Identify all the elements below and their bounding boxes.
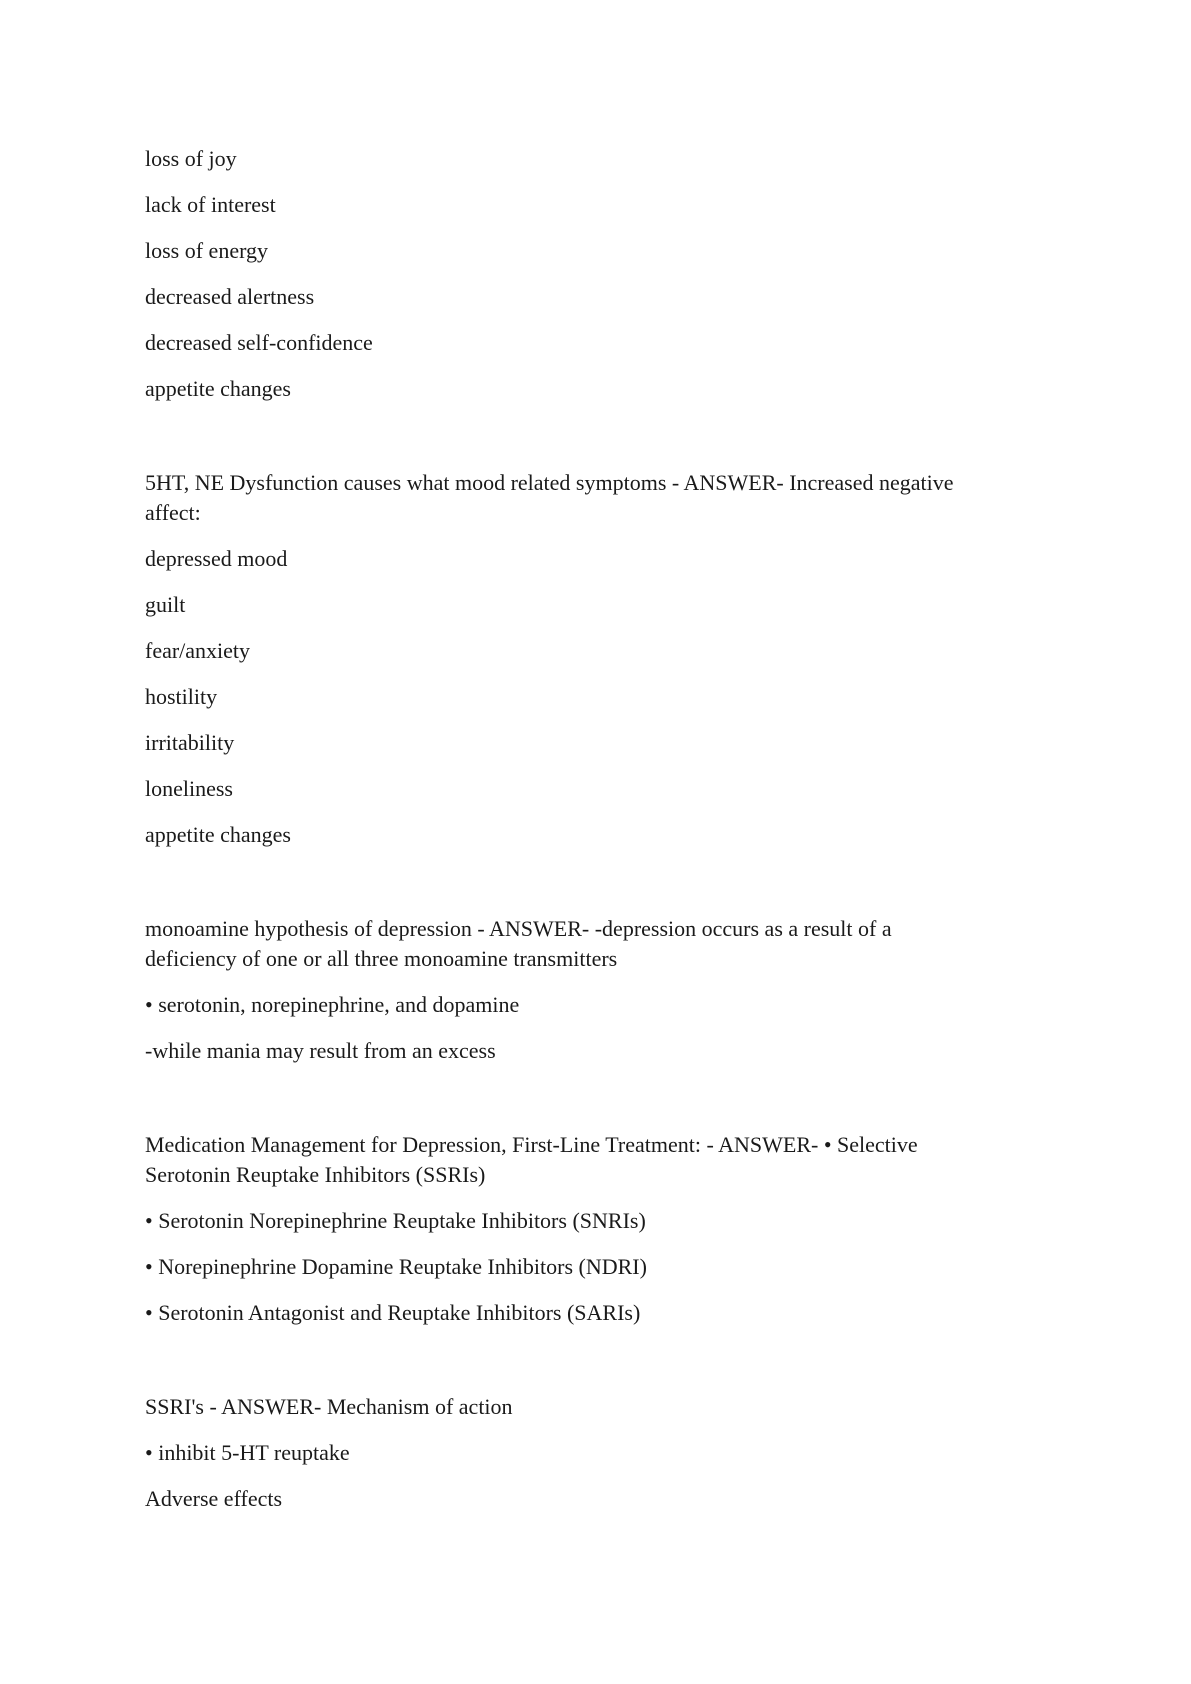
question-line: monoamine hypothesis of depression - ANSWER- -depression occurs as a result of a	[145, 916, 892, 941]
symptom-line: loneliness	[145, 776, 233, 801]
symptom-line: irritability	[145, 730, 235, 755]
bullet-line: • serotonin, norepinephrine, and dopamine	[145, 992, 520, 1017]
bullet-line: • Serotonin Norepinephrine Reuptake Inhibitors (SNRIs)	[145, 1208, 646, 1233]
question-line: 5HT, NE Dysfunction causes what mood related symptoms - ANSWER- Increased negative	[145, 470, 954, 495]
symptom-line: decreased alertness	[145, 284, 315, 309]
symptom-line: appetite changes	[145, 822, 291, 847]
answer-line: -while mania may result from an excess	[145, 1038, 496, 1063]
symptom-line: decreased self-confidence	[145, 330, 373, 355]
symptom-line: hostility	[145, 684, 218, 709]
question-line: Medication Management for Depression, First-Line Treatment: - ANSWER- • Selective	[145, 1132, 918, 1157]
bullet-line: • Norepinephrine Dopamine Reuptake Inhibitors (NDRI)	[145, 1254, 647, 1279]
answer-line: Adverse effects	[145, 1486, 283, 1511]
answer-continuation: Serotonin Reuptake Inhibitors (SSRIs)	[145, 1162, 486, 1187]
symptom-line: loss of energy	[145, 238, 269, 263]
symptom-line: loss of joy	[145, 146, 237, 171]
answer-continuation: deficiency of one or all three monoamine transmitters	[145, 946, 618, 971]
bullet-line: • Serotonin Antagonist and Reuptake Inhibitors (SARIs)	[145, 1300, 641, 1325]
symptom-line: fear/anxiety	[145, 638, 251, 663]
question-line: SSRI's - ANSWER- Mechanism of action	[145, 1394, 513, 1419]
symptom-line: depressed mood	[145, 546, 288, 571]
answer-continuation: affect:	[145, 500, 201, 525]
bullet-line: • inhibit 5-HT reuptake	[145, 1440, 350, 1465]
symptom-line: appetite changes	[145, 376, 291, 401]
symptom-line: guilt	[145, 592, 186, 617]
symptom-line: lack of interest	[145, 192, 276, 217]
